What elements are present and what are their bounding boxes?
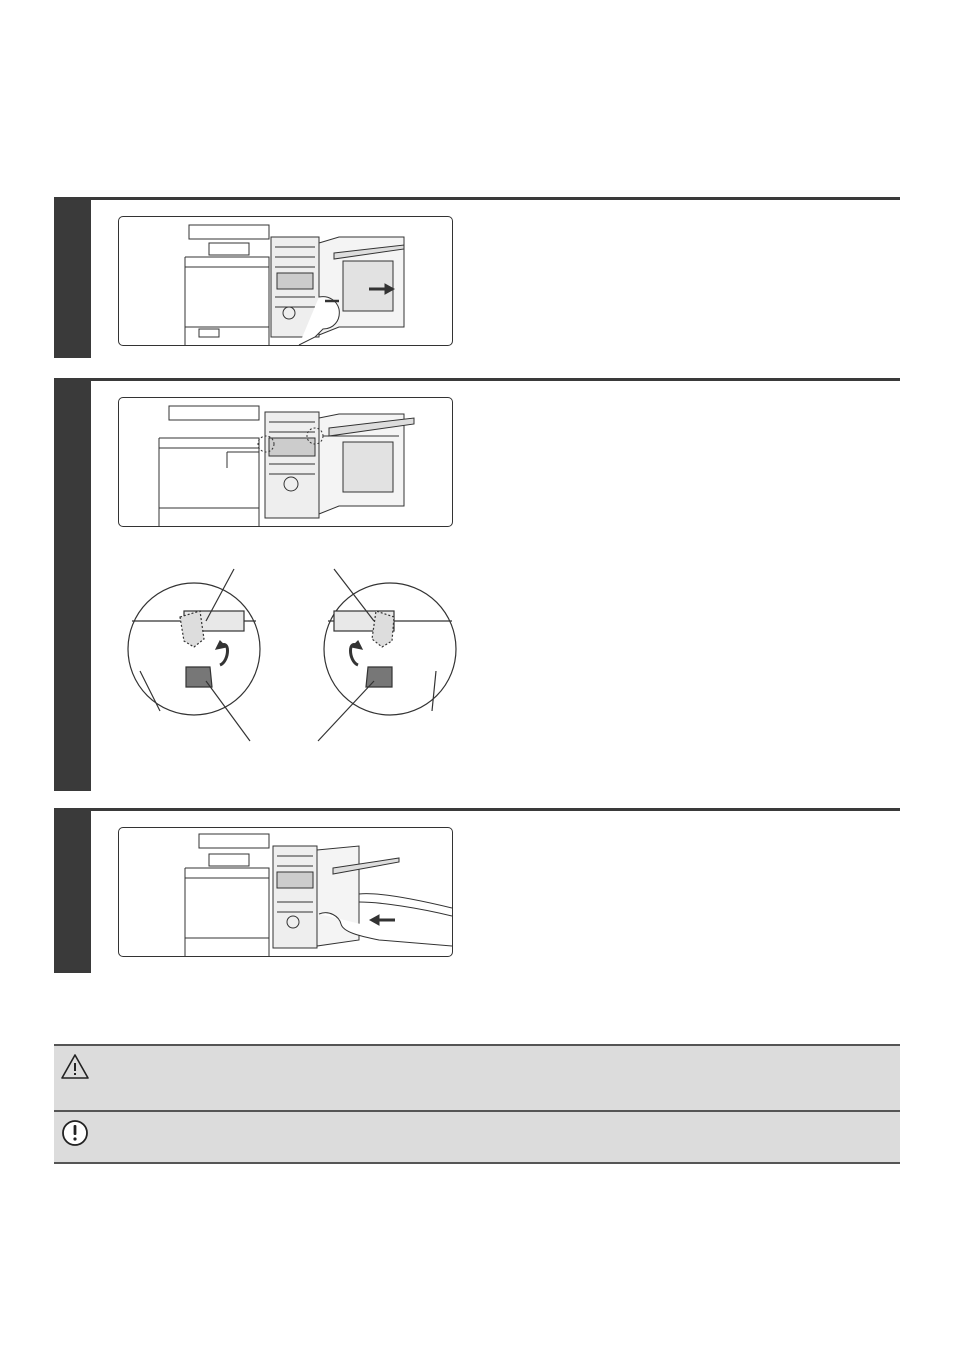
step-3-bar [54,811,91,973]
fusing-lever-right-closeup-image [316,561,476,751]
step-2-illustration [118,397,453,527]
step-1-number [54,200,91,208]
machine-side-door-closing-image [119,828,452,956]
step-1-illustration [118,216,453,346]
step-2-detail-left [120,561,280,751]
step-2-number [54,381,91,389]
fusing-lever-left-closeup-image [120,561,280,751]
warning-note [54,1044,900,1110]
step-2-detail-right [316,561,476,751]
caution-exclamation-icon [60,1118,90,1148]
step-2 [54,378,900,791]
step-3-number [54,811,91,819]
step-3-illustration [118,827,453,957]
step-3 [54,808,900,973]
step-1-bar [54,200,91,358]
step-1 [54,197,900,358]
warning-triangle-icon [60,1052,90,1082]
step-2-bar [54,381,91,791]
machine-side-door-open-image [119,217,452,345]
machine-fusing-unit-image [119,398,452,526]
caution-note [54,1110,900,1164]
